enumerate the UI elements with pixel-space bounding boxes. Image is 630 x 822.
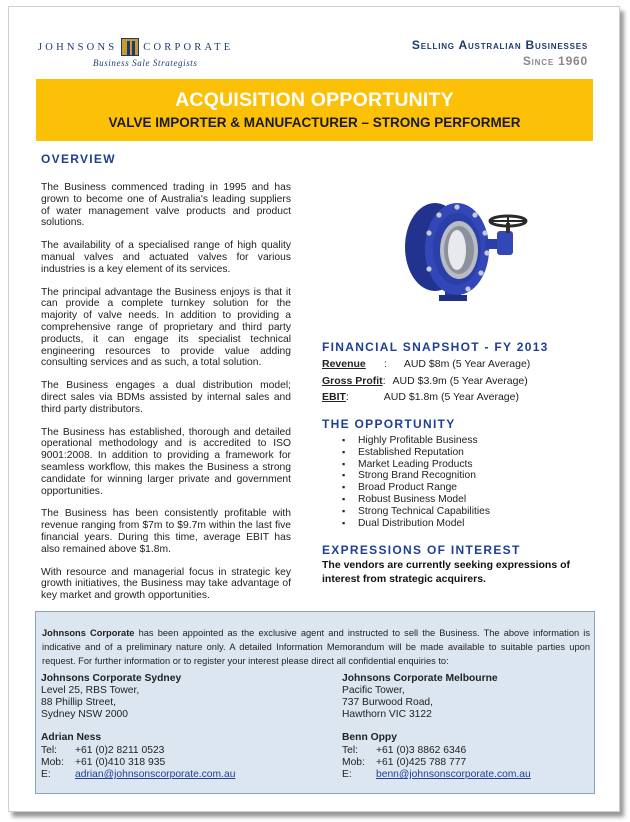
financial-row-gross-profit: Gross Profit: AUD $3.9m (5 Year Average) xyxy=(322,375,528,387)
tel-value: +61 (0)3 8862 6346 xyxy=(376,745,467,756)
office-sydney xyxy=(41,673,181,721)
contact-intro-text: has been appointed as the exclusive agent and instructed to sell the Business. The above information is indicative and of a preliminary nature only. A detailed Information Memorandum will be made available to suitable parties upon request. For further information or to register your interest please direct all confidential enquiries to: xyxy=(42,628,590,666)
financial-value: AUD $8m (5 Year Average) xyxy=(403,358,531,370)
financial-value: AUD $3.9m (5 Year Average) xyxy=(392,375,528,387)
financial-label: Gross Profit xyxy=(322,375,383,387)
financial-label: EBIT xyxy=(322,391,346,403)
financial-value: AUD $1.8m (5 Year Average) xyxy=(383,391,519,403)
financial-row-revenue: Revenue : AUD $8m (5 Year Average) xyxy=(322,358,531,370)
tel-label: Tel: xyxy=(342,745,359,756)
contact-intro-company: Johnsons Corporate xyxy=(42,628,135,638)
contact-name: Benn Oppy xyxy=(342,732,397,743)
banner-subtitle: VALVE IMPORTER & MANUFACTURER – STRONG PERFORMER xyxy=(108,115,521,130)
office-melbourne xyxy=(342,673,498,721)
contact-name: Adrian Ness xyxy=(41,732,102,743)
email-link[interactable]: benn@johnsonscorporate.com.au xyxy=(376,769,531,780)
overview-heading: OVERVIEW xyxy=(41,152,116,166)
list-item: ▪ Highly Profitable Business xyxy=(342,435,490,447)
list-item: ▪ Robust Business Model xyxy=(342,494,490,506)
opportunity-heading: THE OPPORTUNITY xyxy=(322,417,456,431)
overview-paragraph: The Business engages a dual distribution model; direct sales via BDMs assisted by internal sales and third party distributors. xyxy=(41,380,291,415)
interest-text: The vendors are currently seeking expressions of interest from strategic acquirers. xyxy=(322,559,571,585)
mob-value: +61 (0)425 788 777 xyxy=(376,757,467,768)
valve-product-image xyxy=(393,193,529,305)
tel-value: +61 (0)2 8211 0523 xyxy=(75,745,165,756)
office-address-line: 88 Phillip Street, xyxy=(41,697,116,708)
financial-row-ebit: EBIT: AUD $1.8m (5 Year Average) xyxy=(322,391,519,403)
opportunity-list xyxy=(342,435,490,529)
mob-value: +61 (0)410 318 935 xyxy=(75,757,166,768)
overview-paragraph: The Business has been consistently profitable with revenue ranging from $7m to $9.7m within the last five financial years. During this time, average EBIT has also remained above $1.8m. xyxy=(41,508,291,555)
office-address-line: Hawthorn VIC 3122 xyxy=(342,709,432,720)
financial-label: Revenue xyxy=(322,358,366,370)
contact-box xyxy=(35,611,595,794)
list-item: ▪ Dual Distribution Model xyxy=(342,518,490,530)
overview-section xyxy=(41,152,291,613)
office-name: Johnsons Corporate Melbourne xyxy=(342,673,498,684)
mob-label: Mob: xyxy=(41,757,64,768)
overview-paragraph: The Business commenced trading in 1995 and has grown to become one of Australia's leading suppliers of water management valve products and product solutions. xyxy=(41,182,291,229)
email-link[interactable]: adrian@johnsonscorporate.com.au xyxy=(75,769,236,780)
slogan xyxy=(412,38,588,68)
logo-emblem-icon xyxy=(121,38,139,56)
office-name: Johnsons Corporate Sydney xyxy=(41,673,182,684)
office-address-line: Sydney NSW 2000 xyxy=(41,709,128,720)
tel-label: Tel: xyxy=(41,745,58,756)
company-logo xyxy=(38,38,233,56)
contact-adrian-ness xyxy=(41,732,235,781)
contact-benn-oppy xyxy=(342,732,531,781)
list-item: ▪ Broad Product Range xyxy=(342,482,490,494)
list-item: ▪ Established Reputation xyxy=(342,447,490,459)
office-address-line: Level 25, RBS Tower, xyxy=(41,685,140,696)
contact-intro xyxy=(42,626,590,668)
list-item: ▪ Strong Brand Recognition xyxy=(342,470,490,482)
overview-paragraph: The principal advantage the Business enjoys is that it can provide a complete turnkey solution for the majority of valve needs. In addition to providing a comprehensive range of proprietary and third party products, it can engage its specialist technical engineering resources to provide value adding consulting services and as such, a total solution. xyxy=(41,286,291,369)
email-label: E: xyxy=(342,769,352,780)
overview-paragraph: The Business has established, thorough and detailed operational methodology and is accredited to ISO 9001:2008. In addition to providing a framework for seamless workflow, this makes the Business a strong candidate for winning larger private and government opportunities. xyxy=(41,426,291,497)
email-label: E: xyxy=(41,769,51,780)
overview-paragraph: The availability of a specialised range of high quality manual valves and actuated valves for various industries is a key element of its services. xyxy=(41,240,291,275)
financial-heading: FINANCIAL SNAPSHOT - FY 2013 xyxy=(322,340,549,354)
slogan-line-1: Selling Australian Businesses xyxy=(411,38,588,52)
office-address-line: Pacific Tower, xyxy=(342,685,405,696)
list-item: ▪ Market Leading Products xyxy=(342,459,490,471)
logo-word-right: CORPORATE xyxy=(143,41,234,53)
office-address-line: 737 Burwood Road, xyxy=(342,697,434,708)
title-banner xyxy=(36,79,593,141)
banner-title: ACQUISITION OPPORTUNITY xyxy=(175,89,454,111)
overview-paragraph: With resource and managerial focus in strategic key growth initiatives, the Business may take advantage of key market and growth opportunities. xyxy=(41,566,291,602)
interest-heading: EXPRESSIONS OF INTEREST xyxy=(322,543,521,557)
list-item: ▪ Strong Technical Capabilities xyxy=(342,506,490,518)
slogan-line-2: Since 1960 xyxy=(522,54,588,68)
mob-label: Mob: xyxy=(342,757,365,768)
company-tagline: Business Sale Strategists xyxy=(93,58,198,68)
logo-word-left: JOHNSONS xyxy=(38,41,118,53)
